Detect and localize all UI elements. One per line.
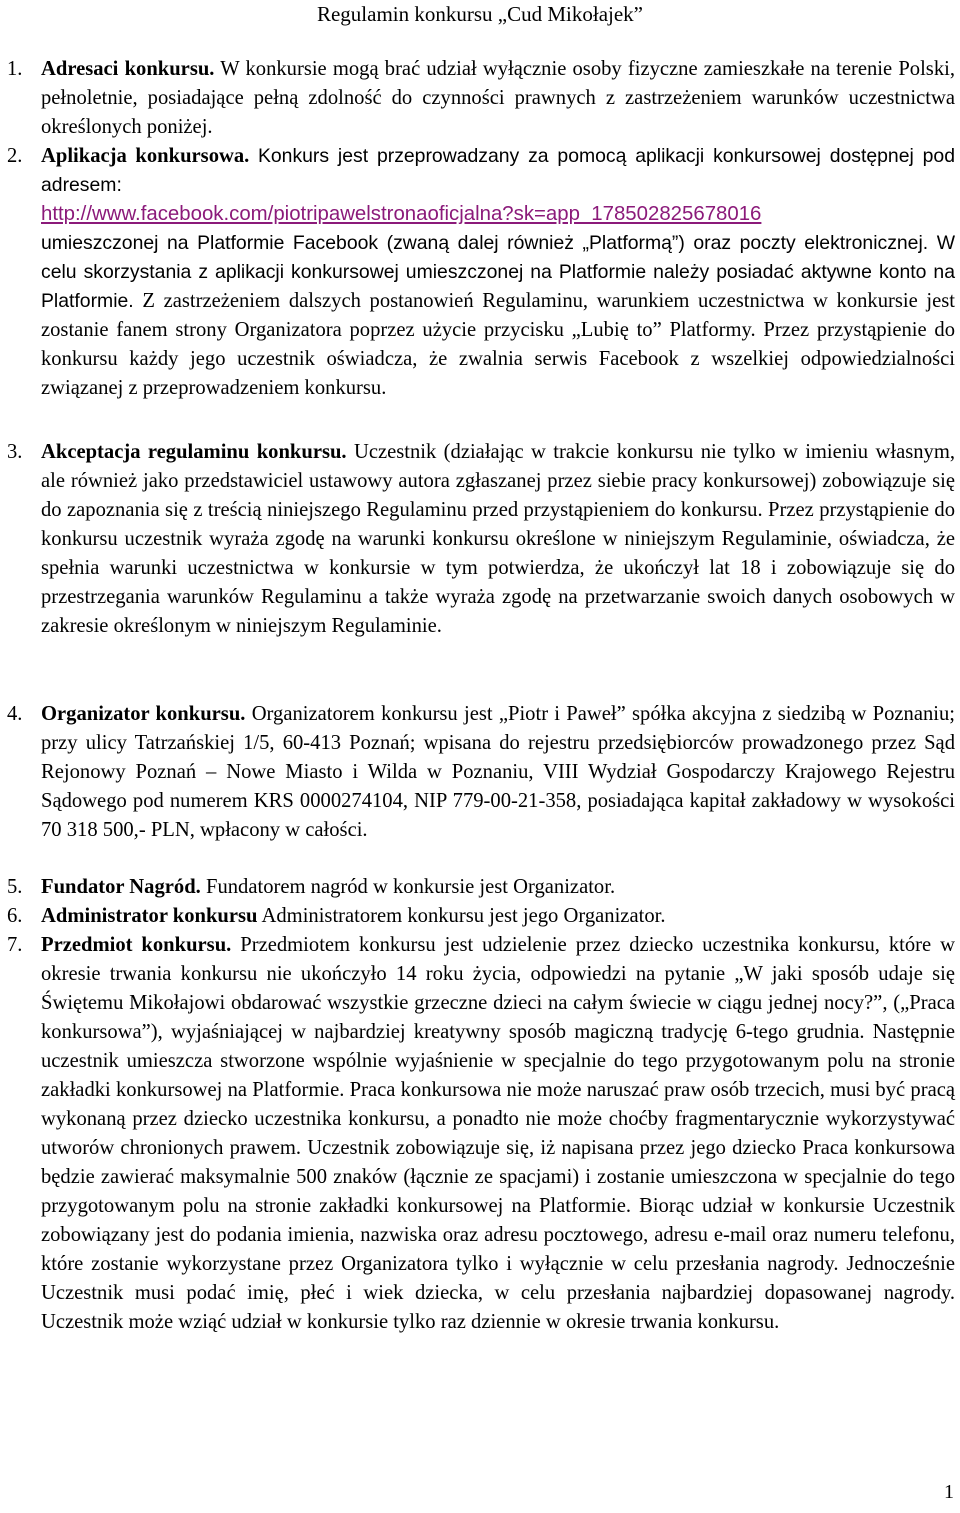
section-number: 1. <box>7 58 23 80</box>
section-6 <box>7 902 955 931</box>
section-number: 2. <box>7 145 23 167</box>
section-heading: Przedmiot konkursu. <box>41 934 232 956</box>
section-3 <box>7 438 955 641</box>
section-text: Fundatorem nagród w konkursie jest Organizator. <box>205 876 616 898</box>
section-number: 4. <box>7 703 23 725</box>
section-text: Administratorem konkursu jest jego Organizator. <box>261 905 666 927</box>
section-text-continued: umieszczonej na Platformie Facebook (zwaną dalej również „Platformą”) oraz poczty elektronicznej. W celu skorzystania z aplikacji konkursowej umieszczonej na Platformie należy posiadać aktywne konto na Platformie. <box>41 232 955 312</box>
section-number: 3. <box>7 441 23 463</box>
section-1 <box>7 55 955 142</box>
section-7 <box>7 931 955 1337</box>
section-text-serif: Z zastrzeżeniem dalszych postanowień Regulaminu, warunkiem uczestnictwa w konkursie jest zostanie fanem strony Organizatora poprzez użycie przycisku „Lubię to” Platformy. Przez przystąpienie do konkursu każdy jego uczestnik oświadcza, że zwalnia serwis Facebook z wszelkiej odpowiedzialności związanej z przeprowadzeniem konkursu. <box>41 290 955 399</box>
document-title: Regulamin konkursu „Cud Mikołajek” <box>316 2 644 26</box>
section-text: Organizatorem konkursu jest „Piotr i Paweł” spółka akcyjna z siedzibą w Poznaniu; przy ulicy Tatrzańskiej 1/5, 60-413 Poznań; wpisana do rejestru przedsiębiorców prowadzonego przez Sąd Rejonowy Poznań – Nowe Miasto i Wilda w Poznaniu, VIII Wydział Gospodarczy Krajowego Rejestru Sądowego pod numerem KRS 0000274104, NIP 779-00-21-358, posiadająca kapitał zakładowy w wysokości 70 318 500,- PLN, wpłacony w całości. <box>41 703 955 841</box>
section-number: 7. <box>7 934 23 956</box>
section-heading: Administrator konkursu <box>41 905 258 927</box>
section-2 <box>7 142 955 403</box>
section-heading: Aplikacja konkursowa. <box>41 145 250 167</box>
section-4 <box>7 700 955 845</box>
facebook-app-link[interactable]: http://www.facebook.com/piotripawelstronaoficjalna?sk=app_178502825678016 <box>41 203 762 225</box>
section-heading: Akceptacja regulaminu konkursu. <box>41 441 347 463</box>
section-text: Konkurs jest przeprowadzany za pomocą aplikacji konkursowej dostępnej pod adresem: <box>41 145 955 196</box>
section-heading: Fundator Nagród. <box>41 876 201 898</box>
section-heading: Adresaci konkursu. <box>41 58 215 80</box>
section-text: Przedmiotem konkursu jest udzielenie przez dziecko uczestnika konkursu, które w okresie trwania konkursu nie ukończyło 14 roku życia, odpowiedzi na pytanie „W jaki sposób udaje się Świętemu Mikołajowi obdarować wszystkie grzeczne dzieci na całym świecie w ciągu jednej nocy?”, („Praca konkursowa”), wyjaśniającej w najbardziej kreatywny sposób magiczną tradycję 6-tego grudnia. Następnie uczestnik umieszcza stworzone wspólnie wyjaśnienie w specjalnie do tego przygotowanym polu na stronie zakładki konkursowej na Platformie. Praca konkursowa nie może naruszać praw osób trzecich, musi być pracą wykonaną przez dziecko uczestnika konkursu, a ponadto nie może choćby fragmentarycznie wykorzystywać utworów chronionych prawem. Uczestnik zobowiązuje się, iż napisana przez jego dziecko Praca konkursowa będzie zawierać maksymalnie 500 znaków (łącznie ze spacjami) i zostanie umieszczona w specjalnie do tego przygotowanym polu na stronie zakładki konkursowej na Platformie. Biorąc udział w konkursie Uczestnik zobowiązany jest do podania imienia, nazwiska oraz adresu pocztowego, adresu e-mail oraz numeru telefonu, które zostanie wykorzystane przez Organizatora tylko i wyłącznie w celu przesłania nagrody. Jednocześnie Uczestnik musi podać imię, płeć i wiek dziecka, w celu przesłania najbardziej dopasowanej nagrody. Uczestnik może wziąć udział w konkursie tylko raz dziennie w okresie trwania konkursu. <box>41 934 955 1333</box>
section-text: Uczestnik (działając w trakcie konkursu nie tylko w imieniu własnym, ale również jako przedstawiciel ustawowy autora zgłaszanej przez siebie pracy konkursowej) zobowiązuje się do zapoznania się z treścią niniejszego Regulaminu przed przystąpieniem do konkursu. Przez przystąpienie do konkursu uczestnik wyraża zgodę na warunki konkursu określone w niniejszym Regulaminie, oświadcza, że spełnia warunki uczestnictwa w konkursie w tym potwierdza, że ukończył lat 18 i zobowiązuje się do przestrzegania warunków Regulaminu a także wyraża zgodę na przetwarzanie swoich danych osobowych w zakresie określonym w niniejszym Regulaminie. <box>41 441 955 637</box>
section-number: 6. <box>7 905 23 927</box>
section-heading: Organizator konkursu. <box>41 703 246 725</box>
section-text: W konkursie mogą brać udział wyłącznie osoby fizyczne zamieszkałe na terenie Polski, pełnoletnie, posiadające pełną zdolność do czynności prawnych z zastrzeżeniem warunków uczestnictwa określonych poniżej. <box>41 58 955 138</box>
section-5 <box>7 873 955 902</box>
page-number: 1 <box>944 1481 954 1503</box>
section-number: 5. <box>7 876 23 898</box>
